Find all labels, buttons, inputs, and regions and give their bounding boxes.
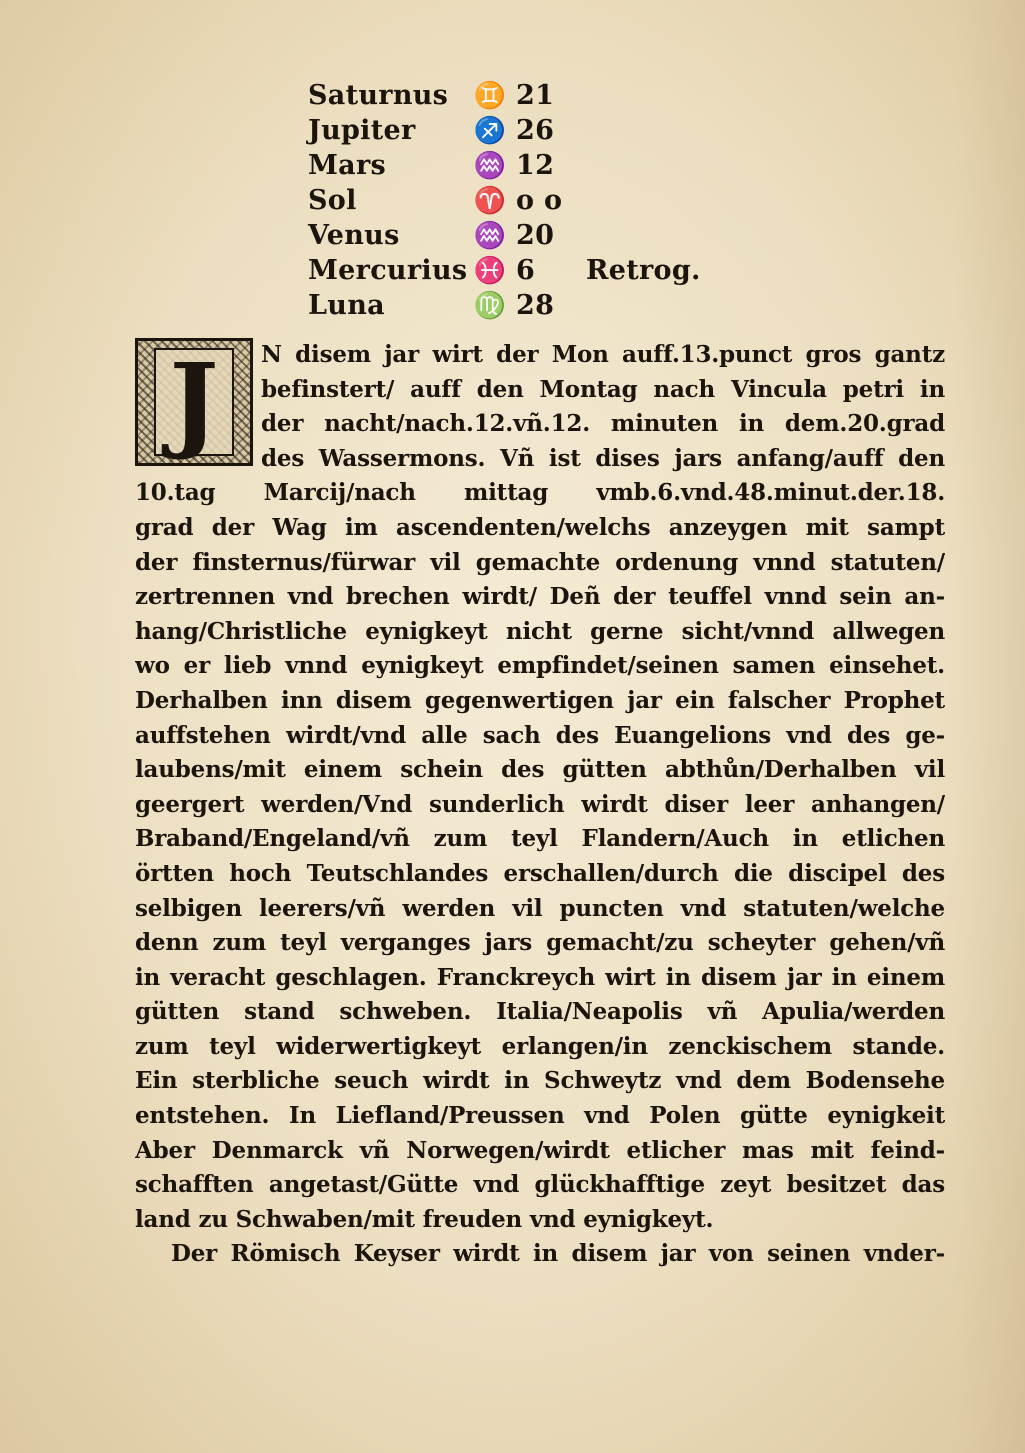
text-line: schafften angetast/Gütte vnd glückhafftige zeyt besitzet das — [135, 1171, 945, 1199]
text-line: auffstehen wirdt/vnd alle sach des Euangelions vnd des ge- — [135, 721, 945, 749]
planet-degree: 21 — [516, 80, 555, 111]
text-line: 10.tag Marcij/nach mittag vmb.6.vnd.48.minut.der.18. — [135, 479, 945, 507]
planet-row — [308, 78, 728, 113]
zodiac-sign-icon: ♒ — [473, 220, 507, 251]
planet-row — [308, 148, 728, 183]
zodiac-sign-icon: ♓ — [473, 255, 507, 286]
text-line: N disem jar wirt der Mon auff.13.punct gros gantz — [261, 341, 945, 368]
planet-name: Saturnus — [308, 80, 449, 111]
body-text — [135, 338, 945, 1272]
text-line: Ein sterbliche seuch wirdt in Schweytz vnd dem Bodensehe — [135, 1067, 945, 1095]
planet-name: Mars — [308, 150, 387, 181]
planet-row — [308, 113, 728, 148]
text-line: zertrennen vnd brechen wirdt/ Deñ der teuffel vnnd sein an- — [135, 583, 945, 611]
text-line: land zu Schwaben/mit freuden vnd eynigkeyt. — [135, 1205, 714, 1233]
text-line: befinstert/ auff den Montag nach Vincula petri in — [261, 375, 945, 403]
zodiac-sign-icon: ♐ — [473, 115, 507, 146]
zodiac-sign-icon: ♊ — [473, 80, 507, 111]
planet-row — [308, 183, 728, 218]
planet-degree: 26 — [516, 115, 555, 146]
zodiac-sign-icon: ♍ — [473, 290, 507, 321]
planet-row — [308, 288, 728, 323]
text-line: in veracht geschlagen. Franckreych wirt in disem jar in einem — [135, 963, 945, 991]
text-line: zum teyl widerwertigkeyt erlangen/in zenckischem stande. — [135, 1032, 945, 1060]
text-line: geergert werden/Vnd sunderlich wirdt diser leer anhangen/ — [135, 790, 945, 818]
planet-degree: o o — [516, 185, 563, 216]
planet-name: Venus — [308, 220, 400, 251]
text-line: selbigen leerers/vñ werden vil puncten vnd statuten/welche — [135, 894, 945, 922]
text-line: der nacht/nach.12.vñ.12. minuten in dem.20.grad — [261, 410, 945, 438]
text-line: örtten hoch Teutschlandes erschallen/durch die discipel des — [135, 859, 945, 887]
zodiac-sign-icon: ♒ — [473, 150, 507, 181]
text-line: des Wassermons. Vñ ist dises jars anfang/auff den — [261, 444, 945, 472]
text-line: laubens/mit einem schein des gütten abthůn/Derhalben vil — [135, 756, 945, 784]
planet-degree: 12 — [516, 150, 555, 181]
planet-degree: 28 — [516, 290, 555, 321]
planet-degree: 20 — [516, 220, 555, 251]
text-line: gütten stand schweben. Italia/Neapolis vñ Apulia/werden — [135, 998, 945, 1026]
text-line: grad der Wag im ascendenten/welchs anzeygen mit sampt — [135, 513, 945, 541]
planet-degree: 6 — [516, 255, 536, 286]
text-line: Braband/Engeland/vñ zum teyl Flandern/Auch in etlichen — [135, 825, 945, 853]
text-line: hang/Christliche eynigkeyt nicht gerne sicht/vnnd allwegen — [135, 617, 945, 645]
text-line: entstehen. In Liefland/Preussen vnd Polen gütte eynigkeit — [135, 1102, 945, 1130]
planet-name: Luna — [308, 290, 385, 321]
text-line: denn zum teyl verganges jars gemacht/zu scheyter gehen/vñ — [135, 929, 945, 957]
text-line: Derhalben inn disem gegenwertigen jar ein falscher Prophet — [135, 686, 945, 714]
initial-letter: J — [154, 348, 234, 456]
text-line: wo er lieb vnnd eynigkeyt empfindet/seinen samen einsehet. — [135, 652, 945, 680]
text-line: der finsternus/fürwar vil gemachte ordenung vnnd statuten/ — [135, 548, 945, 576]
planet-name: Sol — [308, 185, 357, 216]
planet-name: Jupiter — [308, 115, 416, 146]
planet-note: Retrog. — [586, 255, 701, 286]
planet-name: Mercurius — [308, 255, 468, 286]
zodiac-sign-icon: ♈ — [473, 185, 507, 216]
paper-stain — [955, 0, 1025, 1453]
planet-row — [308, 253, 728, 288]
text-line: Der Römisch Keyser wirdt in disem jar von seinen vnder- — [171, 1240, 945, 1268]
text-line: Aber Denmarck vñ Norwegen/wirdt etlicher mas mit feind- — [135, 1136, 945, 1164]
planet-table — [308, 78, 728, 323]
planet-row — [308, 218, 728, 253]
